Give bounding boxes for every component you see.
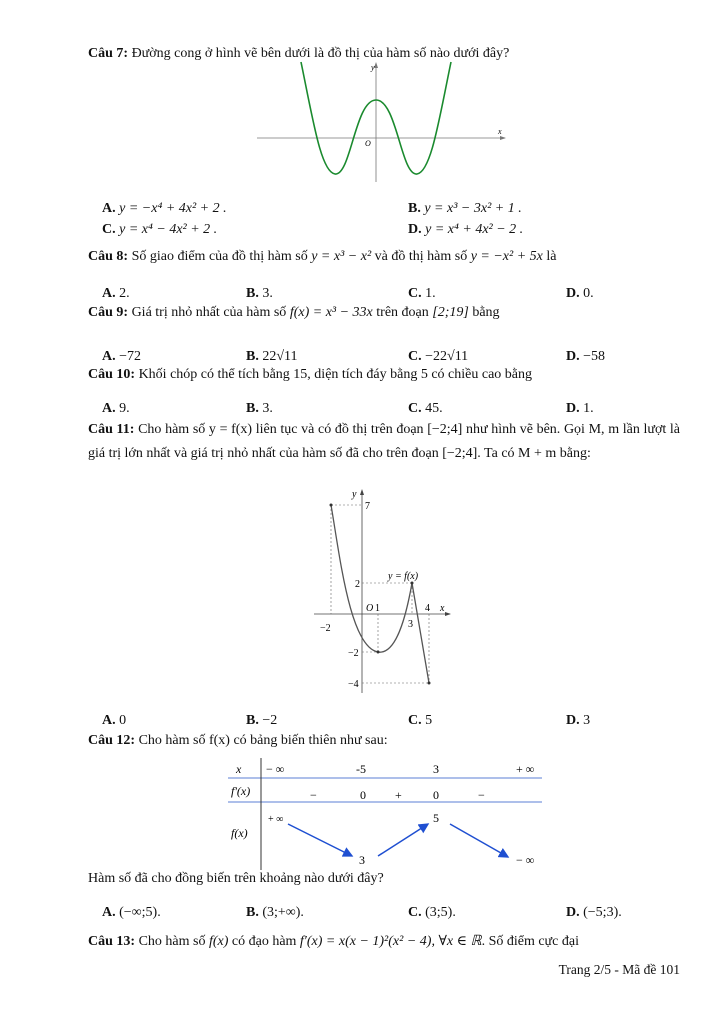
- q11-option-a[interactable]: A. 0: [102, 713, 127, 728]
- curve: [331, 505, 429, 683]
- q9-option-b[interactable]: B. 22√11: [246, 349, 298, 364]
- tick-x-3: 3: [408, 619, 413, 630]
- q11-option-b[interactable]: B. −2: [246, 713, 278, 728]
- q11-graph: [312, 487, 452, 697]
- q12-option-c[interactable]: C. (3;5).: [408, 905, 456, 920]
- fp-sign-2: +: [395, 788, 402, 802]
- question-text: Đường cong ở hình vẽ bên dưới là đồ thị của hàm số nào dưới đây?: [131, 46, 510, 61]
- tick-x-neg2: −2: [320, 623, 331, 634]
- f-val-5: 5: [433, 811, 439, 825]
- q7-option-c[interactable]: C. y = x⁴ − 4x² + 2 .: [102, 222, 218, 237]
- y-label: y: [352, 489, 357, 500]
- f-val-pos-inf: + ∞: [268, 814, 284, 825]
- q10-option-c[interactable]: C. 45.: [408, 401, 443, 416]
- variation-arrows: [288, 824, 508, 857]
- func-label: y = f(x): [388, 571, 419, 582]
- q12-option-b[interactable]: B. (3;+∞).: [246, 905, 304, 920]
- x-val-neg-inf: − ∞: [266, 762, 285, 776]
- f-val-3: 3: [359, 853, 365, 867]
- q11-option-c[interactable]: C. 5: [408, 713, 433, 728]
- q8-option-b[interactable]: B. 3.: [246, 286, 273, 301]
- tick-y-2: 2: [355, 579, 360, 590]
- q9-option-d[interactable]: D. −58: [566, 349, 606, 364]
- origin-label: O: [366, 603, 374, 614]
- tick-x-4: 4: [425, 603, 430, 614]
- row-fp-label: f'(x): [231, 784, 251, 798]
- row-x-label: x: [236, 762, 242, 776]
- x-label: x: [440, 603, 445, 614]
- y-label: y: [371, 63, 375, 72]
- f-val-neg-inf: − ∞: [516, 853, 535, 867]
- x-val-neg5: -5: [356, 762, 366, 776]
- question-12: Câu 12: Cho hàm số f(x) có bảng biến thiên như sau:: [88, 733, 388, 748]
- question-11: Câu 11: Cho hàm số y = f(x) liên tục và có đồ thị trên đoạn [−2;4] như hình vẽ bên. Gọi M, m lần lượt là giá trị lớn nhất và giá trị nhỏ nhất của hàm số đã cho trên đoạn [−2;4]. Ta có M + m bằng:: [88, 422, 680, 461]
- question-13: Câu 13: Cho hàm số f(x) có đạo hàm f′(x) = x(x − 1)²(x² − 4), ∀x ∈ ℝ. Số điểm cực đại: [88, 934, 579, 949]
- tick-y-7: 7: [365, 501, 370, 512]
- page-footer: Trang 2/5 - Mã đề 101: [558, 962, 680, 977]
- q7-option-d[interactable]: D. y = x⁴ + 4x² − 2 .: [408, 222, 524, 237]
- tick-y-neg2: −2: [348, 648, 359, 659]
- tick-y-neg4: −4: [348, 679, 359, 690]
- q10-option-d[interactable]: D. 1.: [566, 401, 594, 416]
- fp-sign-3: −: [478, 788, 485, 802]
- q9-option-a[interactable]: A. −72: [102, 349, 142, 364]
- q10-option-b[interactable]: B. 3.: [246, 401, 273, 416]
- question-label: Câu 7:: [88, 46, 129, 61]
- question-8: Câu 8: Số giao điểm của đồ thị hàm số y = x³ − x² và đồ thị hàm số y = −x² + 5x là: [88, 249, 557, 264]
- question-9: Câu 9: Giá trị nhỏ nhất của hàm số f(x) = x³ − 33x trên đoạn [2;19] bằng: [88, 305, 500, 320]
- q8-option-d[interactable]: D. 0.: [566, 286, 594, 301]
- fp-zero-1: 0: [360, 788, 366, 802]
- x-val-pos-inf: + ∞: [516, 762, 535, 776]
- q7-option-a[interactable]: A. y = −x⁴ + 4x² + 2 .: [102, 201, 227, 216]
- q11-option-d[interactable]: D. 3: [566, 713, 591, 728]
- origin-label: O: [365, 139, 371, 148]
- fp-sign-1: −: [310, 788, 317, 802]
- q7-option-b[interactable]: B. y = x³ − 3x² + 1 .: [408, 201, 522, 216]
- tick-x-1: 1: [375, 603, 380, 614]
- q8-option-a[interactable]: A. 2.: [102, 286, 130, 301]
- q10-option-a[interactable]: A. 9.: [102, 401, 130, 416]
- question-10: Câu 10: Khối chóp có thể tích bằng 15, diện tích đáy bằng 5 có chiều cao bằng: [88, 367, 532, 382]
- variation-table: [228, 758, 544, 870]
- q9-option-c[interactable]: C. −22√11: [408, 349, 469, 364]
- fp-zero-2: 0: [433, 788, 439, 802]
- q12-option-d[interactable]: D. (−5;3).: [566, 905, 622, 920]
- q7-graph: [255, 60, 510, 185]
- x-val-3: 3: [433, 762, 439, 776]
- q8-option-c[interactable]: C. 1.: [408, 286, 436, 301]
- q12-option-a[interactable]: A. (−∞;5).: [102, 905, 161, 920]
- q12-followup: Hàm số đã cho đồng biến trên khoảng nào dưới đây?: [88, 871, 384, 886]
- x-label: x: [498, 127, 502, 136]
- row-f-label: f(x): [231, 826, 248, 840]
